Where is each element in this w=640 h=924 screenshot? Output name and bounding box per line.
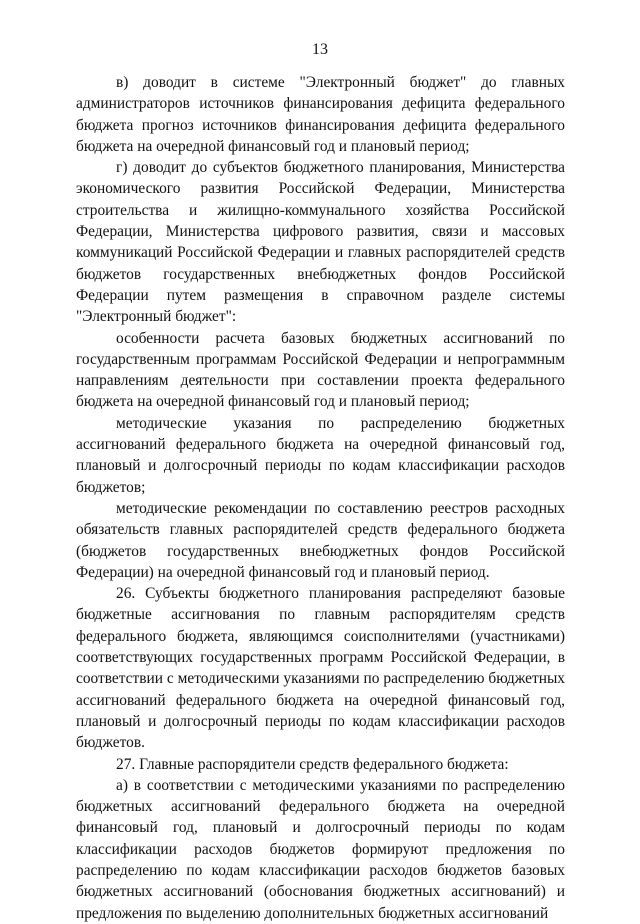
paragraph-methodical-instructions: методические указания по распределению бюджетных ассигнований федерального бюджета на очередной финансовый год, плановый и долгосрочный периоды по кодам классификации расходов бюджетов; <box>76 414 565 496</box>
paragraph-methodical-recommendations: методические рекомендации по составлению реестров расходных обязательств главных распорядителей средств федерального бюджета (бюджетов государственных внебюджетных фондов Российской Федерации) на очередной финансовый год и плановый период. <box>76 499 565 581</box>
paragraph-section-27: 27. Главные распорядители средств федерального бюджета: <box>116 755 509 773</box>
paragraph-item-g: г) доводит до субъектов бюджетного планирования, Министерства экономического развития Российской Федерации, Министерства строительства и жилищно-коммунального хозяйства Российской Федерации, Министерства цифрового развития, связи и массовых коммуникаций Российской Федерации и главных распорядителей средств бюджетов государственных внебюджетных фондов Российской Федерации путем размещения в справочном разделе системы "Электронный бюджет": <box>76 159 565 326</box>
page-number: 13 <box>312 41 328 58</box>
paragraph-base-allocations: особенности расчета базовых бюджетных ассигнований по государственным программам Российской Федерации и непрограммным направлениям деятельности при составлении проекта федерального бюджета на очередной финансовый год и плановый период; <box>76 329 565 411</box>
paragraph-item-a: а) в соответствии с методическими указаниями по распределению бюджетных ассигнований федерального бюджета на очередной финансовый год, плановый и долгосрочный периоды по кодам классификации расходов бюджетов формируют предложения по распределению по кодам классификации расходов бюджетов базовых бюджетных ассигнований (обоснования бюджетных ассигнований) и предложения по выделению дополнительных бюджетных ассигнований <box>76 776 565 922</box>
document-body <box>76 72 565 924</box>
paragraph-section-26: 26. Субъекты бюджетного планирования распределяют базовые бюджетные ассигнования по главным распорядителям средств федерального бюджета, являющимся соисполнителями (участниками) соответствующих государственных программ Российской Федерации, в соответствии с методическими указаниями по распределению бюджетных ассигнований федерального бюджета на очередной финансовый год, плановый и долгосрочный периоды по кодам классификации расходов бюджетов. <box>76 585 565 752</box>
paragraph-item-v: в) доводит в системе "Электронный бюджет" до главных администраторов источников финансирования дефицита федерального бюджета прогноз источников финансирования дефицита федерального бюджета на очередной финансовый год и плановый период; <box>76 74 565 155</box>
